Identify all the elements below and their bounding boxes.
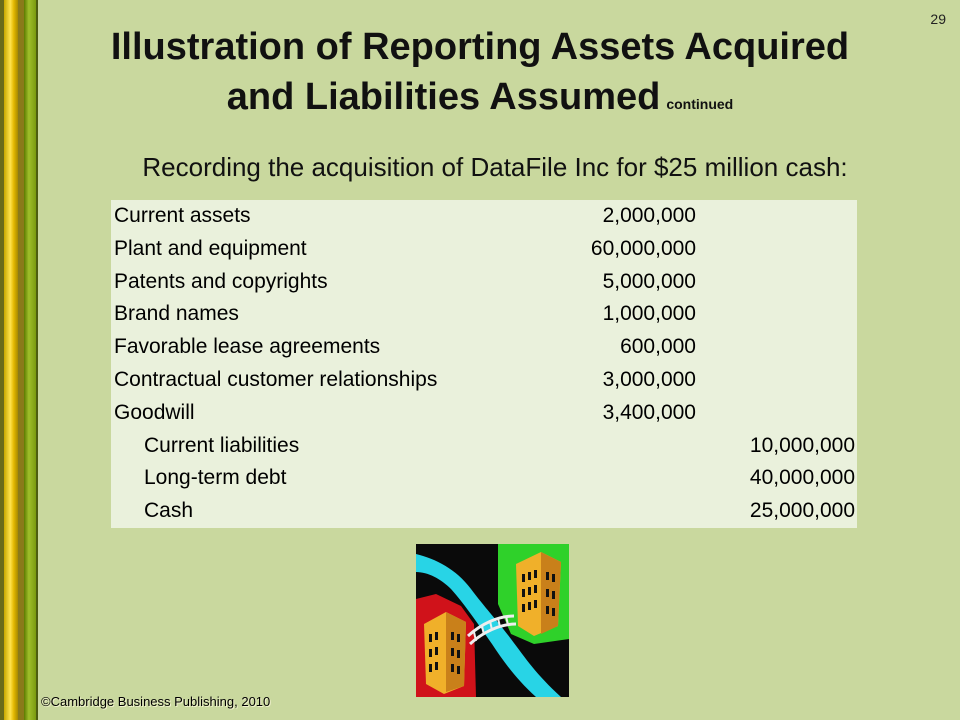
journal-row: [111, 298, 857, 331]
account-name: Patents and copyrights: [114, 269, 328, 293]
journal-entry-table: [111, 200, 857, 528]
debit-amount: 60,000,000: [590, 236, 696, 260]
left-border-gold: [4, 0, 18, 720]
debit-amount: 3,000,000: [602, 367, 696, 391]
credit-amount: 10,000,000: [749, 433, 855, 457]
credit-amount: [696, 266, 857, 299]
debit-amount: [531, 495, 696, 528]
account-name: Contractual customer relationships: [114, 367, 438, 391]
credit-amount: [696, 200, 857, 233]
title-continued: continued: [666, 96, 734, 112]
page-number: 29: [930, 11, 946, 27]
left-border-edge: [36, 0, 38, 720]
journal-row: [111, 462, 857, 495]
account-name: Current liabilities: [144, 433, 300, 457]
journal-row: [111, 200, 857, 233]
account-name: Current assets: [114, 204, 251, 227]
journal-row: [111, 495, 857, 528]
debit-amount: 600,000: [620, 335, 696, 359]
credit-amount: [696, 331, 857, 364]
account-name: Plant and equipment: [114, 236, 307, 260]
credit-amount: [696, 364, 857, 397]
debit-amount: 2,000,000: [602, 204, 696, 227]
title-line-2: [40, 72, 920, 129]
journal-row: [111, 331, 857, 364]
title-line-2-text: and Liabilities Assumed: [226, 76, 661, 118]
account-name: Favorable lease agreements: [114, 335, 381, 359]
account-name: Cash: [144, 499, 194, 523]
journal-row: [111, 233, 857, 266]
left-border-green: [24, 0, 36, 720]
account-name: Brand names: [114, 302, 239, 326]
journal-row: [111, 397, 857, 430]
city-buildings-bridge-clipart: [416, 544, 569, 697]
debit-amount: 5,000,000: [602, 269, 696, 293]
account-name: Goodwill: [114, 400, 195, 424]
title-line-1: Illustration of Reporting Assets Acquired: [110, 26, 850, 68]
copyright-notice: ©Cambridge Business Publishing, 2010: [41, 694, 271, 709]
credit-amount: [696, 298, 857, 331]
subtitle: Recording the acquisition of DataFile Inc for $25 million cash:: [142, 152, 848, 182]
slide-title: [40, 22, 920, 129]
journal-entry-body: [111, 200, 857, 528]
credit-amount: 40,000,000: [749, 466, 855, 490]
account-name: Long-term debt: [144, 466, 287, 490]
credit-amount: [696, 397, 857, 430]
credit-amount: 25,000,000: [749, 499, 855, 523]
debit-amount: [531, 462, 696, 495]
journal-row: [111, 430, 857, 463]
debit-amount: [531, 430, 696, 463]
debit-amount: 3,400,000: [602, 400, 696, 424]
debit-amount: 1,000,000: [602, 302, 696, 326]
credit-amount: [696, 233, 857, 266]
journal-row: [111, 266, 857, 299]
journal-row: [111, 364, 857, 397]
